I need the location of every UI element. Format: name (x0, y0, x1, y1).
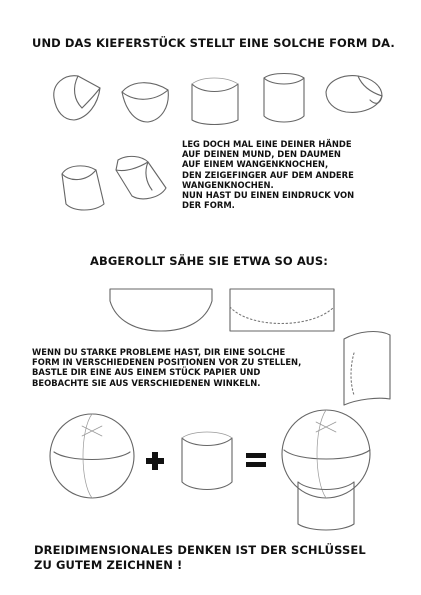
text-line: ZU GUTEM ZEICHNEN ! (34, 558, 183, 572)
plus-icon (146, 452, 164, 470)
jaw-shape-sketch-7 (108, 150, 172, 206)
combined-head-sketch (276, 402, 378, 534)
jaw-shape-sketch-5 (322, 70, 386, 120)
text-line: DER FORM. (182, 200, 235, 211)
jaw-shape-sketch-4 (258, 68, 310, 130)
jaw-shape-sketch-6 (56, 158, 112, 216)
closing-statement (34, 543, 366, 573)
text-line: WANGENKNOCHEN. (182, 179, 274, 190)
text-line: AUF DEINEN MUND, DEN DAUMEN (182, 149, 341, 160)
heading-jaw-form: UND DAS KIEFERSTÜCK STELLT EINE SOLCHE FORM DA. (32, 36, 395, 50)
text-line: DREIDIMENSIONALES DENKEN IST DER SCHLÜSSEL (34, 543, 366, 557)
text-line: FORM IN VERSCHIEDENEN POSITIONEN VOR ZU STELLEN, (32, 357, 302, 368)
unrolled-shape-semicircle (106, 285, 216, 335)
text-line: NUN HAST DU EINEN EINDRUCK VON (182, 190, 355, 201)
text-line: DEN ZEIGEFINGER AUF DEM ANDERE (182, 169, 354, 180)
text-line: AUF EINEM WANGENKNOCHEN, (182, 159, 329, 170)
unrolled-shape-rectangle (226, 285, 338, 335)
hands-paragraph (182, 139, 354, 210)
jaw-piece-sketch (176, 424, 238, 500)
text-line: BASTLE DIR EINE AUS EINEM STÜCK PAPIER UND (32, 367, 261, 378)
text-line: BEOBACHTE SIE AUS VERSCHIEDENEN WINKELN. (32, 377, 261, 388)
paper-model-paragraph (32, 347, 301, 388)
sphere-sketch (44, 408, 140, 504)
heading-unrolled: ABGEROLLT SÄHE SIE ETWA SO AUS: (90, 254, 328, 268)
paper-curl-sketch (338, 325, 396, 411)
jaw-shape-sketch-2 (118, 72, 174, 128)
text-line: LEG DOCH MAL EINE DEINER HÄNDE (182, 139, 352, 149)
jaw-shape-sketch-3 (188, 72, 242, 132)
jaw-shape-sketch-1 (48, 68, 108, 128)
text-line: WENN DU STARKE PROBLEME HAST, DIR EINE SOLCHE (32, 347, 286, 357)
equals-icon (246, 451, 266, 469)
